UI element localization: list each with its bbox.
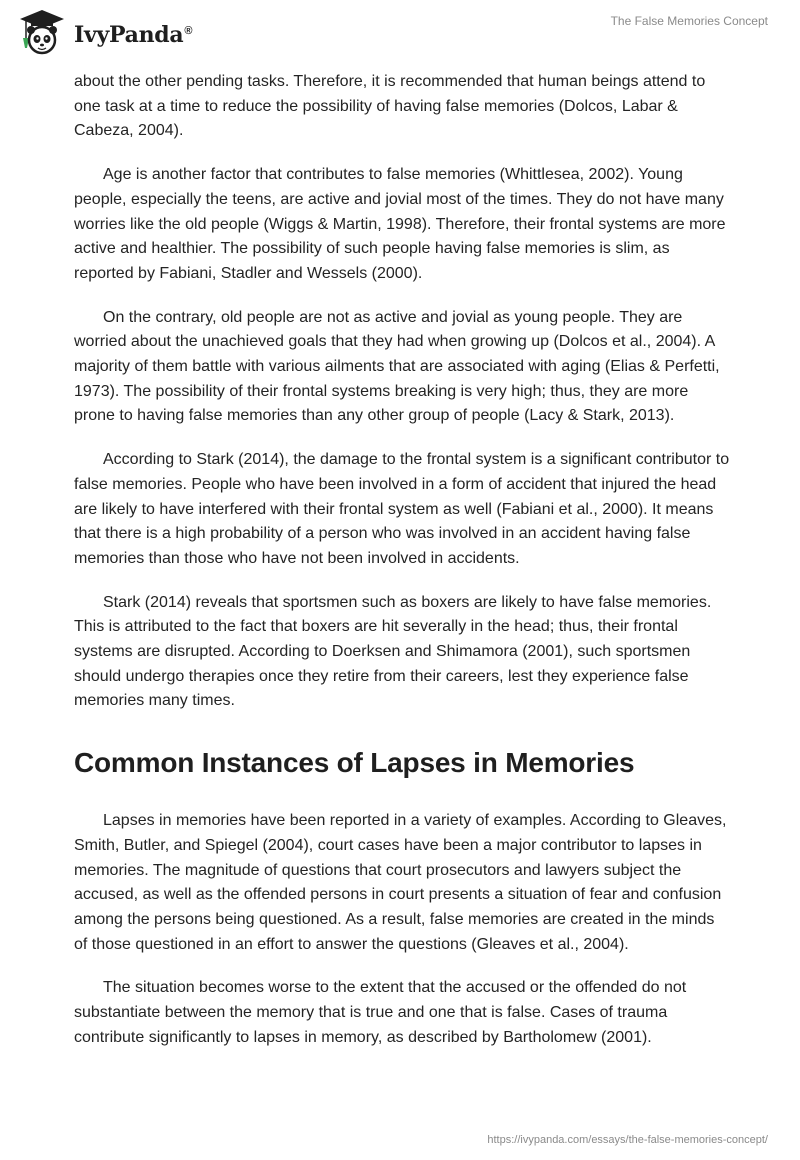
panda-graduate-icon xyxy=(14,8,70,58)
registered-mark: ® xyxy=(184,24,193,37)
paragraph: The situation becomes worse to the extent that the accused or the offended do not substantiate between the memory that is true and one that is false. Cases of trauma contribute significantly to lapses in memory, as described by Bartholomew (2001). xyxy=(74,979,687,1046)
paragraph: According to Stark (2014), the damage to the frontal system is a significant contributor to false memories. People who have been involved in a form of accident that injured the head are likely to have interfered with their frontal system as well (Fabiani et al., 2000). It means that there is a high probability of a person who was involved in an accident having false memories than those who have not been involved in accidents. xyxy=(74,451,730,567)
document-title: The False Memories Concept xyxy=(610,14,768,28)
essay-body xyxy=(74,70,730,1070)
brand-logo[interactable] xyxy=(14,8,192,58)
source-url[interactable]: https://ivypanda.com/essays/the-false-memories-concept/ xyxy=(487,1134,768,1146)
paragraph: Lapses in memories have been reported in a variety of examples. According to Gleaves, Smith, Butler, and Spiegel (2004), court cases have been a major contributor to lapses in memories. The magnitude of questions that court prosecutors and lawyers subject the accused, as well as the offended persons in court presents a situation of fear and confusion among the persons being questioned. As a result, false memories are created in the minds of those questioned in an effort to answer the questions (Gleaves et al., 2004). xyxy=(74,812,727,953)
paragraph: Stark (2014) reveals that sportsmen such as boxers are likely to have false memories. This is attributed to the fact that boxers are hit severally in the head; thus, their frontal systems are disrupted. According to Doerksen and Shimamora (2001), such sportsmen should undergo therapies once they retire from their careers, lest they experience false memories many times. xyxy=(74,593,712,710)
paragraph: On the contrary, old people are not as active and jovial as young people. They are worried about the unachieved goals that they had when growing up (Dolcos et al., 2004). A majority of them battle with various ailments that are associated with aging (Elias & Perfetti, 1973). The possibility of their frontal systems breaking is very high; thus, they are more prone to having false memories than any other group of people (Lacy & Stark, 2013). xyxy=(74,308,720,425)
page-header xyxy=(0,0,800,64)
section-heading: Common Instances of Lapses in Memories xyxy=(74,747,635,779)
paragraph: about the other pending tasks. Therefore, it is recommended that human beings attend to one task at a time to reduce the possibility of having false memories (Dolcos, Labar & Cabeza, 2004). xyxy=(74,73,706,140)
brand-name: IvyPanda® xyxy=(74,22,193,48)
paragraph: Age is another factor that contributes to false memories (Whittlesea, 2002). Young people, especially the teens, are active and jovial most of the times. They do not have many worries like the old people (Wiggs & Martin, 1998). Therefore, their frontal systems are more active and healthier. The possibility of such people having false memories is slim, as reported by Fabiani, Stadler and Wessels (2000). xyxy=(74,166,726,282)
